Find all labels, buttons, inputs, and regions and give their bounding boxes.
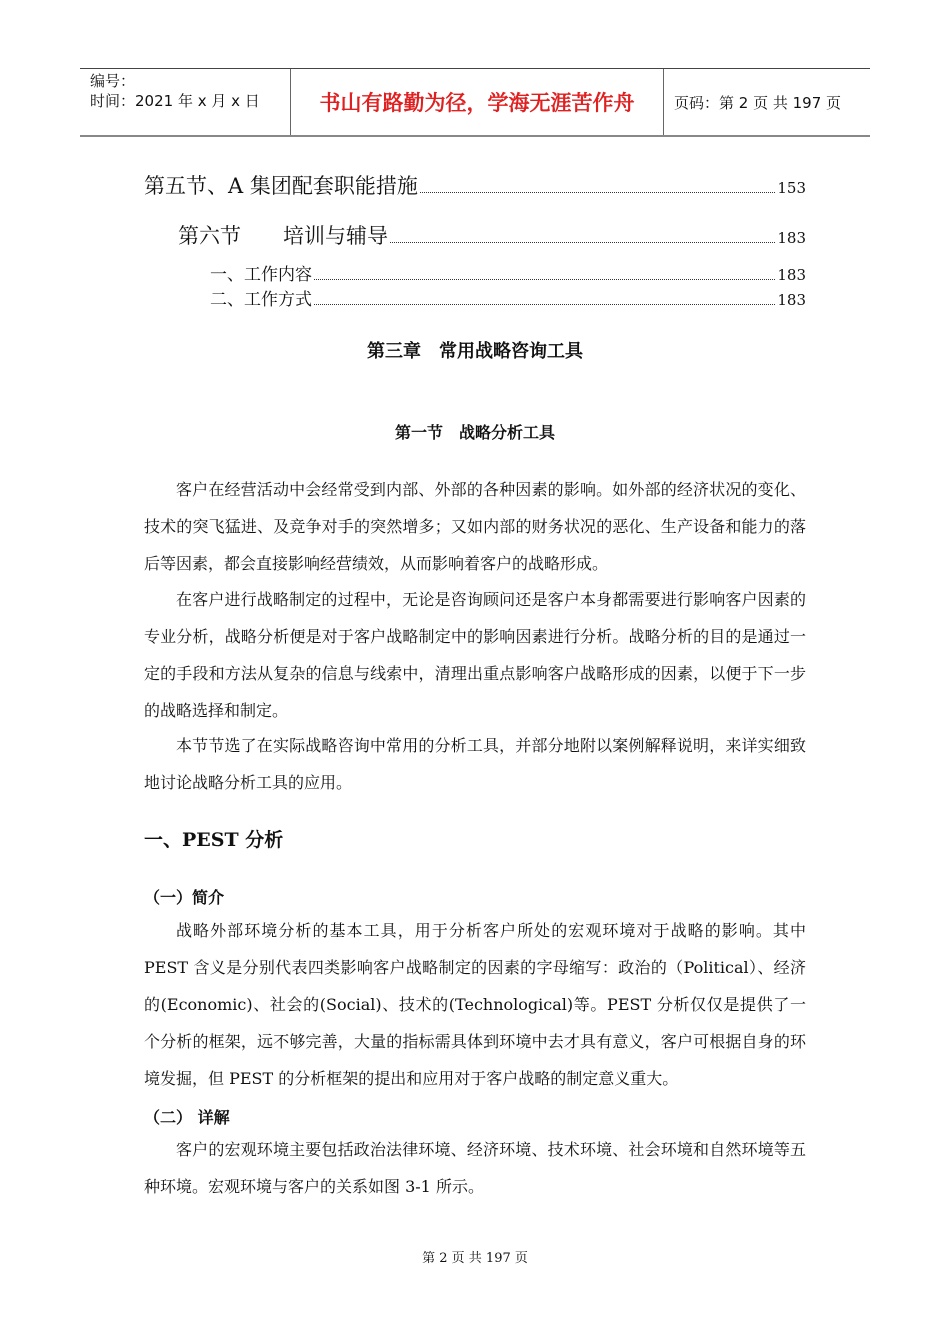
chapter-title: 第三章 常用战略咨询工具	[367, 341, 583, 362]
toc-entry[interactable]	[178, 220, 806, 250]
time-label: 时间：2021 年 x 月 x 日	[90, 92, 260, 110]
intro-paragraph: 战略外部环境分析的基本工具，用于分析客户所处的宏观环境对于战略的影响。其中PEST 含义是分别代表四类影响客户战略制定的因素的字母缩写：政治的（Political）、经济的(Economic)、社会的(Social)、技术的(Technological)等。PEST 分析仅仅是提供了一个分析的框架，远不够完善，大量的指标需具体到环境中去才具有意义，客户可根据自身的环境发掘，但 PEST 的分析框架的提出和应用对于客户战略的制定意义重大。	[144, 921, 806, 1088]
toc-title: 二、工作方式	[210, 290, 312, 310]
number-label: 编号：	[90, 72, 136, 90]
detail-paragraph: 客户的宏观环境主要包括政治法律环境、经济环境、技术环境、社会环境和自然环境等五种环境。宏观环境与客户的关系如图 3-1 所示。	[144, 1140, 806, 1196]
intro-heading: （一）简介	[144, 888, 225, 907]
page-header	[80, 68, 870, 137]
toc-page: 153	[777, 179, 806, 197]
paragraph: 客户在经营活动中会经常受到内部、外部的各种因素的影响。如外部的经济状况的变化、技术的突飞猛进、及竞争对手的突然增多；又如内部的财务状况的恶化、生产设备和能力的落后等因素，都会直接影响经营绩效，从而影响着客户的战略形成。	[144, 480, 806, 573]
pest-heading: 一、PEST 分析	[144, 829, 284, 851]
section-title: 第一节 战略分析工具	[394, 423, 555, 442]
paragraph: 本节节选了在实际战略咨询中常用的分析工具，并部分地附以案例解释说明，来详实细致地讨论战略分析工具的应用。	[144, 736, 806, 792]
toc-title: 第六节 培训与辅导	[178, 224, 388, 248]
toc-entry[interactable]	[210, 285, 806, 310]
toc-page: 183	[777, 229, 806, 247]
toc-entry[interactable]	[210, 260, 806, 285]
header-meta	[80, 69, 291, 135]
header-motto: 书山有路勤为径，学海无涯苦作舟	[291, 69, 664, 135]
toc-title: 一、工作内容	[210, 265, 312, 285]
toc-entry[interactable]	[144, 170, 806, 200]
page-footer: 第 2 页 共 197 页	[422, 1251, 528, 1266]
toc-page: 183	[777, 291, 806, 309]
paragraph: 在客户进行战略制定的过程中，无论是咨询顾问还是客户本身都需要进行影响客户因素的专业分析，战略分析便是对于客户战略制定中的影响因素进行分析。战略分析的目的是通过一定的手段和方法从复杂的信息与线索中，清理出重点影响客户战略形成的因素，以便于下一步的战略选择和制定。	[144, 590, 806, 720]
toc-page: 183	[777, 266, 806, 284]
toc-title: 第五节、A 集团配套职能措施	[144, 174, 418, 198]
header-page-info: 页码：第 2 页 共 197 页	[674, 93, 842, 112]
detail-heading: （二） 详解	[144, 1108, 230, 1127]
